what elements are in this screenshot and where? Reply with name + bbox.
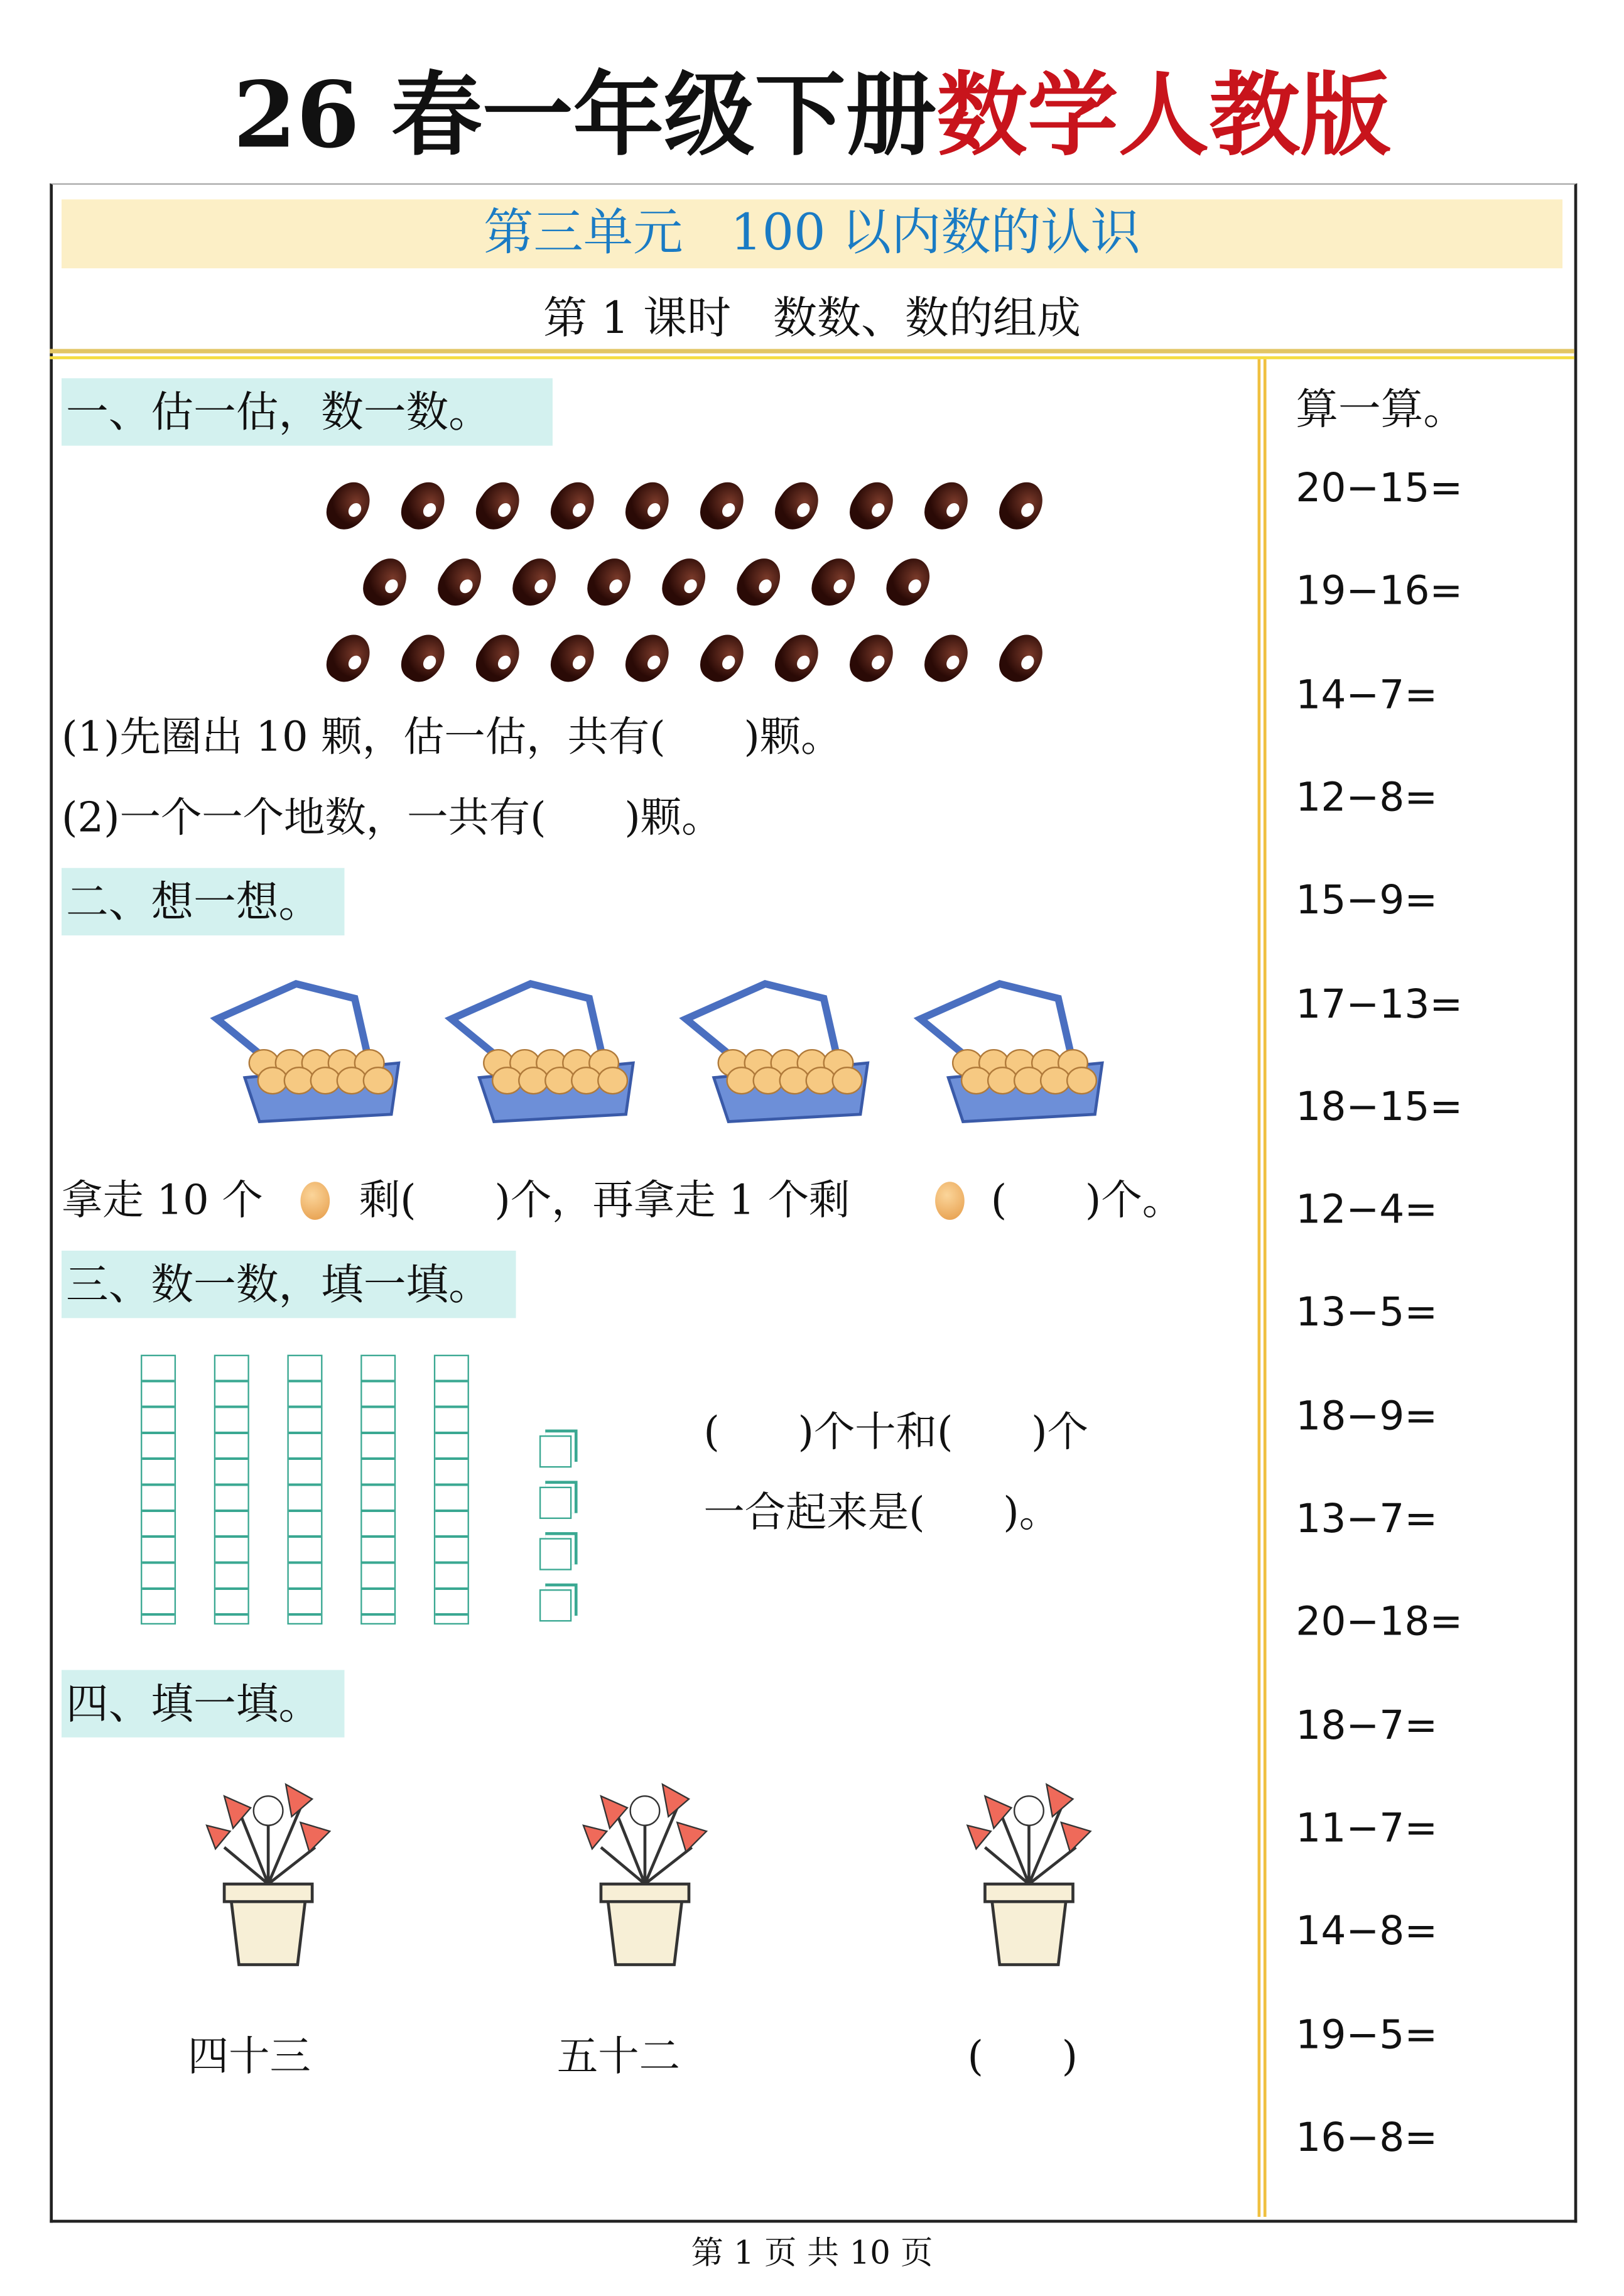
flower-label-3: ( ) — [967, 2032, 1078, 2081]
egg-carton-icon — [677, 975, 879, 1129]
ten-rod-icon — [141, 1355, 176, 1624]
unit-banner: 第三单元 100 以内数的认识 — [62, 199, 1562, 268]
bean-icon — [693, 627, 752, 690]
divider — [50, 356, 1574, 359]
unit-cube-icon — [539, 1435, 571, 1467]
bean-icon — [394, 627, 453, 690]
lesson-title: 第 1 课时 数数、数的组成 — [543, 293, 1081, 345]
bean-icon — [580, 551, 639, 614]
equation: 12−4= — [1296, 1187, 1438, 1234]
section-heading-4: 四、填一填。 — [62, 1670, 344, 1737]
ten-rod-icon — [214, 1355, 249, 1624]
equation: 19−5= — [1296, 2012, 1438, 2058]
column-divider — [1258, 359, 1261, 2217]
ten-rod-icon — [360, 1355, 396, 1624]
flower-pot-icon — [571, 1766, 718, 1979]
unit-cube-icon — [539, 1487, 571, 1519]
egg-icon — [935, 1182, 965, 1220]
ten-rod-icon — [434, 1355, 469, 1624]
bean-icon — [618, 627, 678, 690]
bean-icon — [654, 551, 714, 614]
equation: 16−8= — [1296, 2115, 1438, 2161]
bean-icon — [992, 627, 1051, 690]
bean-icon — [468, 474, 528, 537]
equation: 17−13= — [1296, 981, 1463, 1027]
equation: 20−15= — [1296, 466, 1463, 512]
bean-icon — [693, 474, 752, 537]
column-divider — [1264, 359, 1267, 2217]
equation: 18−7= — [1296, 1703, 1438, 1749]
equation: 18−9= — [1296, 1393, 1438, 1440]
bean-icon — [842, 474, 902, 537]
fill-line-1: ( )个十和( )个 — [703, 1407, 1089, 1456]
egg-carton-icon — [443, 975, 645, 1129]
bean-icon — [355, 551, 415, 614]
title-red: 数学人教版 — [936, 62, 1391, 169]
bean-icon — [505, 551, 565, 614]
section-heading-2: 二、想一想。 — [62, 868, 344, 935]
bean-icon — [319, 474, 379, 537]
flower-label-1: 四十三 — [187, 2032, 311, 2081]
bean-icon — [543, 627, 603, 690]
question-1-2: (2)一个一个地数，一共有( )颗。 — [62, 793, 723, 842]
flower-pot-icon — [195, 1766, 341, 1979]
equation: 19−16= — [1296, 569, 1463, 615]
equation: 13−5= — [1296, 1290, 1438, 1337]
egg-sentence-part2: 剩( )个，再拿走 1 个剩 — [359, 1175, 850, 1224]
beans-image — [322, 469, 1073, 697]
question-1-1: (1)先圈出 10 颗，估一估，共有( )颗。 — [62, 712, 842, 761]
equation: 14−7= — [1296, 672, 1438, 718]
bean-icon — [618, 474, 678, 537]
flower-label-2: 五十二 — [556, 2032, 681, 2081]
bean-icon — [804, 551, 863, 614]
bean-icon — [319, 627, 379, 690]
equation: 12−8= — [1296, 775, 1438, 821]
calc-heading: 算一算。 — [1296, 384, 1466, 434]
bean-icon — [729, 551, 789, 614]
equation: 20−18= — [1296, 1600, 1463, 1646]
bean-icon — [543, 474, 603, 537]
section-heading-1: 一、估一估，数一数。 — [62, 378, 553, 445]
bean-icon — [430, 551, 490, 614]
page-title — [0, 62, 1624, 170]
bean-icon — [767, 474, 827, 537]
bean-icon — [767, 627, 827, 690]
equation: 14−8= — [1296, 1909, 1438, 1955]
egg-carton-icon — [912, 975, 1114, 1129]
flower-pot-icon — [956, 1766, 1102, 1979]
ten-rod-icon — [287, 1355, 322, 1624]
equation: 11−7= — [1296, 1806, 1438, 1852]
egg-icon — [300, 1182, 330, 1220]
egg-sentence-part3: ( )个。 — [990, 1175, 1184, 1224]
equation: 18−15= — [1296, 1084, 1463, 1131]
unit-cube-icon — [539, 1538, 571, 1570]
bean-icon — [917, 627, 977, 690]
section-heading-3: 三、数一数，填一填。 — [62, 1251, 516, 1318]
egg-sentence-part1: 拿走 10 个 — [62, 1175, 263, 1224]
egg-carton-icon — [208, 975, 410, 1129]
page-footer: 第 1 页 共 10 页 — [691, 2236, 933, 2273]
bean-icon — [917, 474, 977, 537]
bean-icon — [992, 474, 1051, 537]
title-black: 26 春一年级下册 — [233, 62, 937, 169]
bean-icon — [468, 627, 528, 690]
equation: 15−9= — [1296, 878, 1438, 924]
fill-line-2: 一合起来是( )。 — [703, 1488, 1061, 1537]
divider — [50, 349, 1574, 353]
bean-icon — [879, 551, 938, 614]
bean-icon — [394, 474, 453, 537]
unit-cube-icon — [539, 1589, 571, 1621]
equation: 13−7= — [1296, 1497, 1438, 1543]
bean-icon — [842, 627, 902, 690]
